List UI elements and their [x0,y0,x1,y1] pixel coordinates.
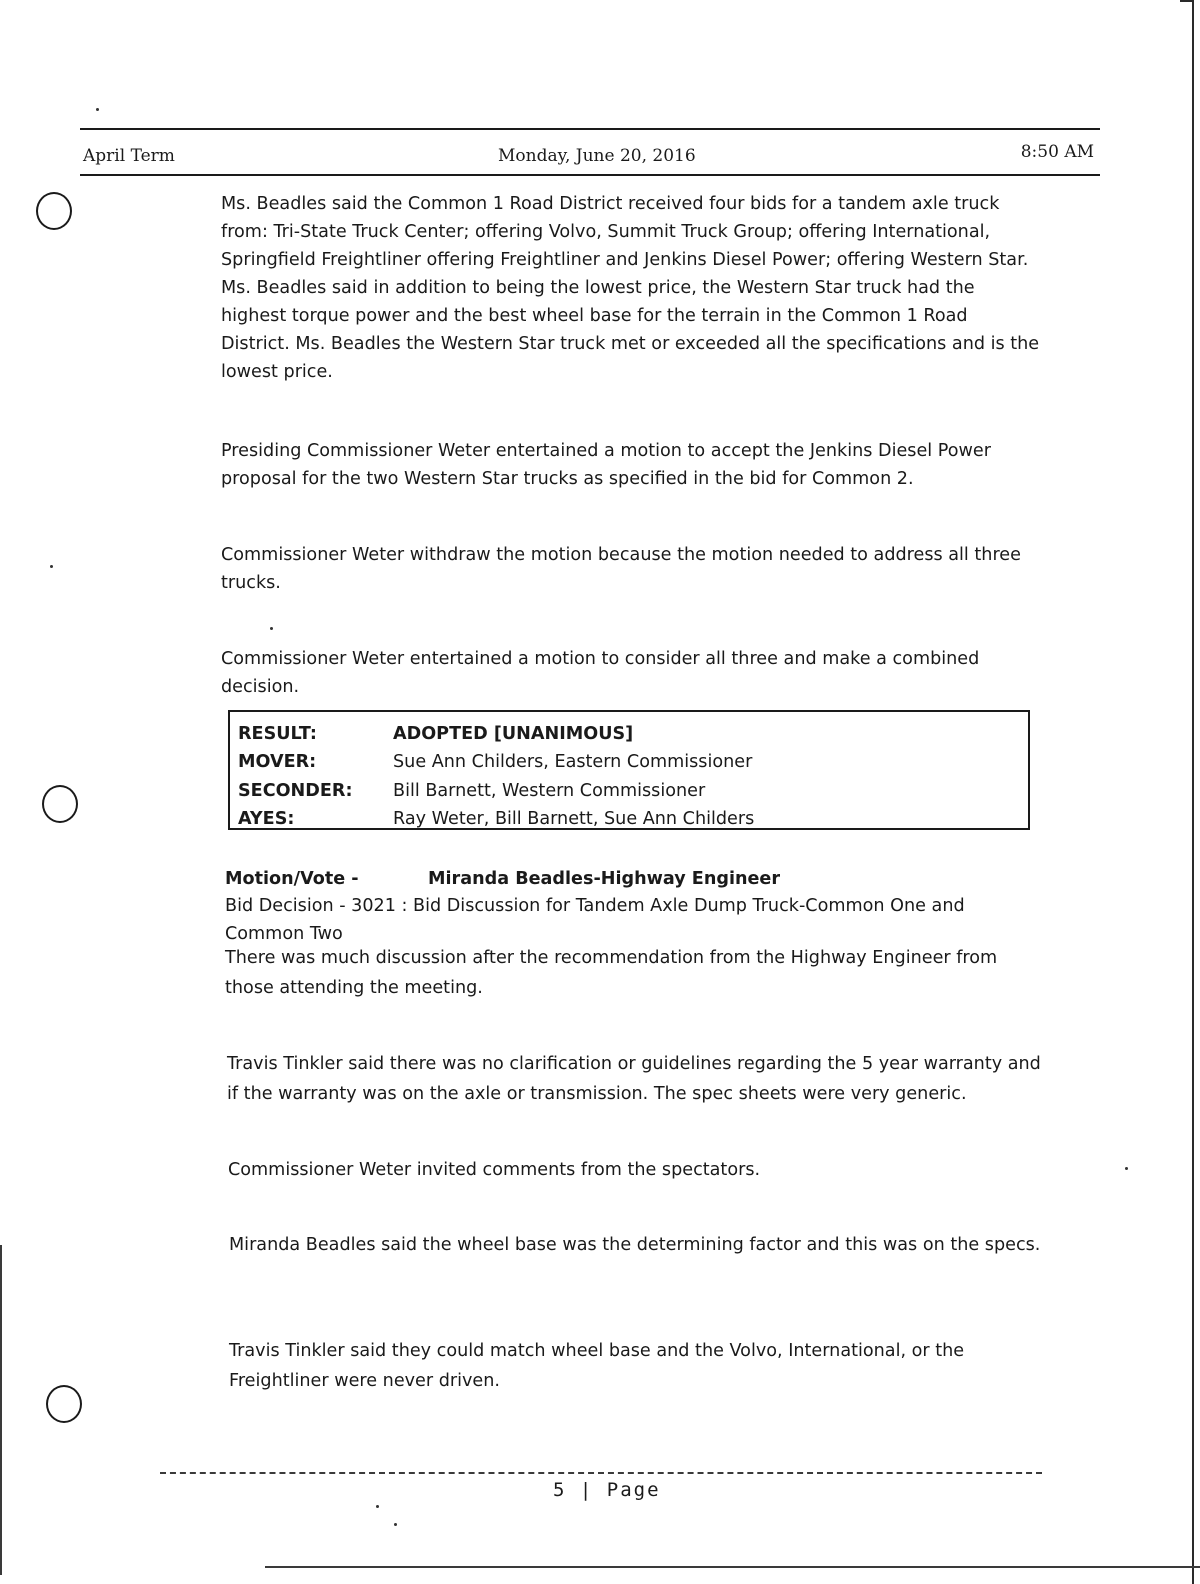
scan-speck [96,108,99,111]
ayes-label: AYES: [238,809,295,829]
page-edge-corner [1180,0,1194,2]
bid-decision: Bid Decision - 3021 : Bid Discussion for Tandem Axle Dump Truck-Common One and Common Two [225,896,965,944]
paragraph-discussion: There was much discussion after the recommendation from the Highway Engineer from those attending the meeting. [225,948,998,998]
header-rule-bottom [80,174,1100,176]
seconder-value: Bill Barnett, Western Commissioner [393,781,706,801]
page-header [80,128,1100,178]
scan-speck [50,565,53,568]
paragraph-never-driven: Travis Tinkler said they could match wheel base and the Volvo, International, or the Freightliner were never driven. [229,1341,965,1391]
paragraph-motion-combined: Commissioner Weter entertained a motion to consider all three and make a combined decision. [221,649,980,697]
footer-rule [160,1472,1042,1474]
binder-hole-1 [36,192,72,230]
result-row [230,720,1030,748]
header-rule-top [80,128,1100,130]
ayes-value: Ray Weter, Bill Barnett, Sue Ann Childers [393,809,755,829]
header-time: 8:50 AM [1020,142,1094,162]
page-edge-left [0,1245,2,1575]
paragraph-warranty: Travis Tinkler said there was no clarification or guidelines regarding the 5 year warranty and if the warranty was on the axle or transmission. The spec sheets were very generic. [227,1054,1041,1104]
result-value: ADOPTED [UNANIMOUS] [393,724,634,744]
scan-speck [270,627,273,630]
scan-speck [394,1523,397,1526]
result-label: RESULT: [238,724,317,744]
ayes-row [230,805,1030,833]
seconder-row [230,777,1030,805]
mover-label: MOVER: [238,752,317,772]
header-term: April Term [83,146,175,166]
mover-row [230,748,1030,776]
motion-vote-label: Motion/Vote - [225,869,359,889]
motion-vote-heading [225,865,1045,893]
binder-hole-2 [42,785,78,823]
paragraph-wheel-base: Miranda Beadles said the wheel base was the determining factor and this was on the specs. [229,1235,1041,1255]
scan-speck [376,1505,379,1508]
binder-hole-3 [46,1385,82,1423]
vote-result-box [228,710,1030,830]
scan-speck [1125,1167,1128,1170]
page-edge-bottom [265,1566,1200,1568]
page-number: 5 | Page [553,1479,661,1501]
paragraph-spectators: Commissioner Weter invited comments from the spectators. [228,1160,761,1180]
header-date: Monday, June 20, 2016 [498,146,696,166]
seconder-label: SECONDER: [238,781,353,801]
page-edge-right [1192,0,1194,1584]
mover-value: Sue Ann Childers, Eastern Commissioner [393,752,753,772]
paragraph-bids: Ms. Beadles said the Common 1 Road District received four bids for a tandem axle truck from: Tri-State Truck Center; offering Volvo, Summit Truck Group; offering International, Springfield Freightliner offering Freightliner and Jenkins Diesel Power; offering Western Star. Ms. Beadles said in addition to being the lowest price, the Western Star truck had the highest torque power and the best wheel base for the terrain in the Common 1 Road District. Ms. Beadles the Western Star truck met or exceeded all the specifications and is the lowest price. [221,194,1040,382]
paragraph-motion-withdraw: Commissioner Weter withdraw the motion because the motion needed to address all three trucks. [221,545,1021,593]
paragraph-motion-accept: Presiding Commissioner Weter entertained a motion to accept the Jenkins Diesel Power proposal for the two Western Star trucks as specified in the bid for Common 2. [221,441,991,489]
motion-vote-name: Miranda Beadles-Highway Engineer [428,869,781,889]
